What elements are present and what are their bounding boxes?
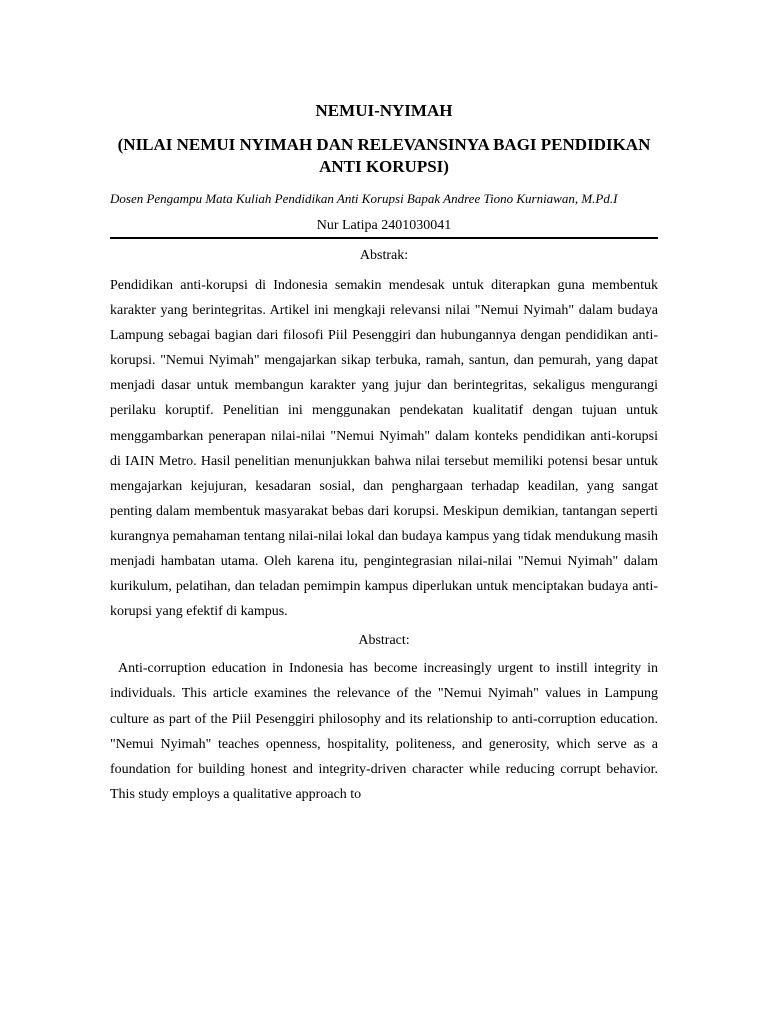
abstract-en-heading: Abstract: [358,633,410,649]
header-divider [110,237,658,239]
document-subtitle: (NILAI NEMUI NYIMAH DAN RELEVANSINYA BAGI PENDIDIKAN ANTI KORUPSI) [117,135,651,176]
lecturer-line: Dosen Pengampu Mata Kuliah Pendidikan Anti Korupsi Bapak Andree Tiono Kurniawan, M.Pd.I [110,191,618,206]
abstract-en-text: Anti-corruption education in Indonesia has become increasingly urgent to instill integrity in individuals. This article examines the relevance of the "Nemui Nyimah" values in Lampung culture as part of the Piil Pesenggiri philosophy and its relationship to anti-corruption education. "Nemui Nyimah" teaches openness, hospitality, politeness, and generosity, which serve as a foundation for building honest and integrity-driven character while reducing corrupt behavior. This study employs a qualitative approach to [110,661,658,802]
author-line: Nur Latipa 2401030041 [316,218,452,233]
abstract-id-heading: Abstrak: [359,248,409,263]
document-page [110,100,658,807]
abstract-id-text: Pendidikan anti-korupsi di Indonesia semakin mendesak untuk diterapkan guna membentuk karakter yang berintegritas. Artikel ini mengkaji relevansi nilai "Nemui Nyimah" dalam budaya Lampung sebagai bagian dari filosofi Piil Pesenggiri dan hubungannya dengan pendidikan anti-korupsi. "Nemui Nyimah" mengajarkan sikap terbuka, ramah, santun, dan pemurah, yang dapat menjadi dasar untuk membangun karakter yang jujur dan berintegritas, sekaligus mengurangi perilaku koruptif. Penelitian ini menggunakan pendekatan kualitatif dengan tujuan untuk menggambarkan penerapan nilai-nilai "Nemui Nyimah" dalam konteks pendidikan anti-korupsi di IAIN Metro. Hasil penelitian menunjukkan bahwa nilai tersebut memiliki potensi besar untuk mengajarkan kejujuran, kesadaran sosial, dan penghargaan terhadap keadilan, yang sangat penting dalam membentuk masyarakat bebas dari korupsi. Meskipun demikian, tantangan seperti kurangnya pemahaman tentang nilai-nilai lokal dan budaya kampus yang tidak mendukung masih menjadi hambatan utama. Oleh karena itu, pengintegrasian nilai-nilai "Nemui Nyimah" dalam kurikulum, pelatihan, dan teladan pemimpin kampus diperlukan untuk menciptakan budaya anti-korupsi yang efektif di kampus. [110,278,658,620]
document-title: NEMUI-NYIMAH [315,101,453,120]
